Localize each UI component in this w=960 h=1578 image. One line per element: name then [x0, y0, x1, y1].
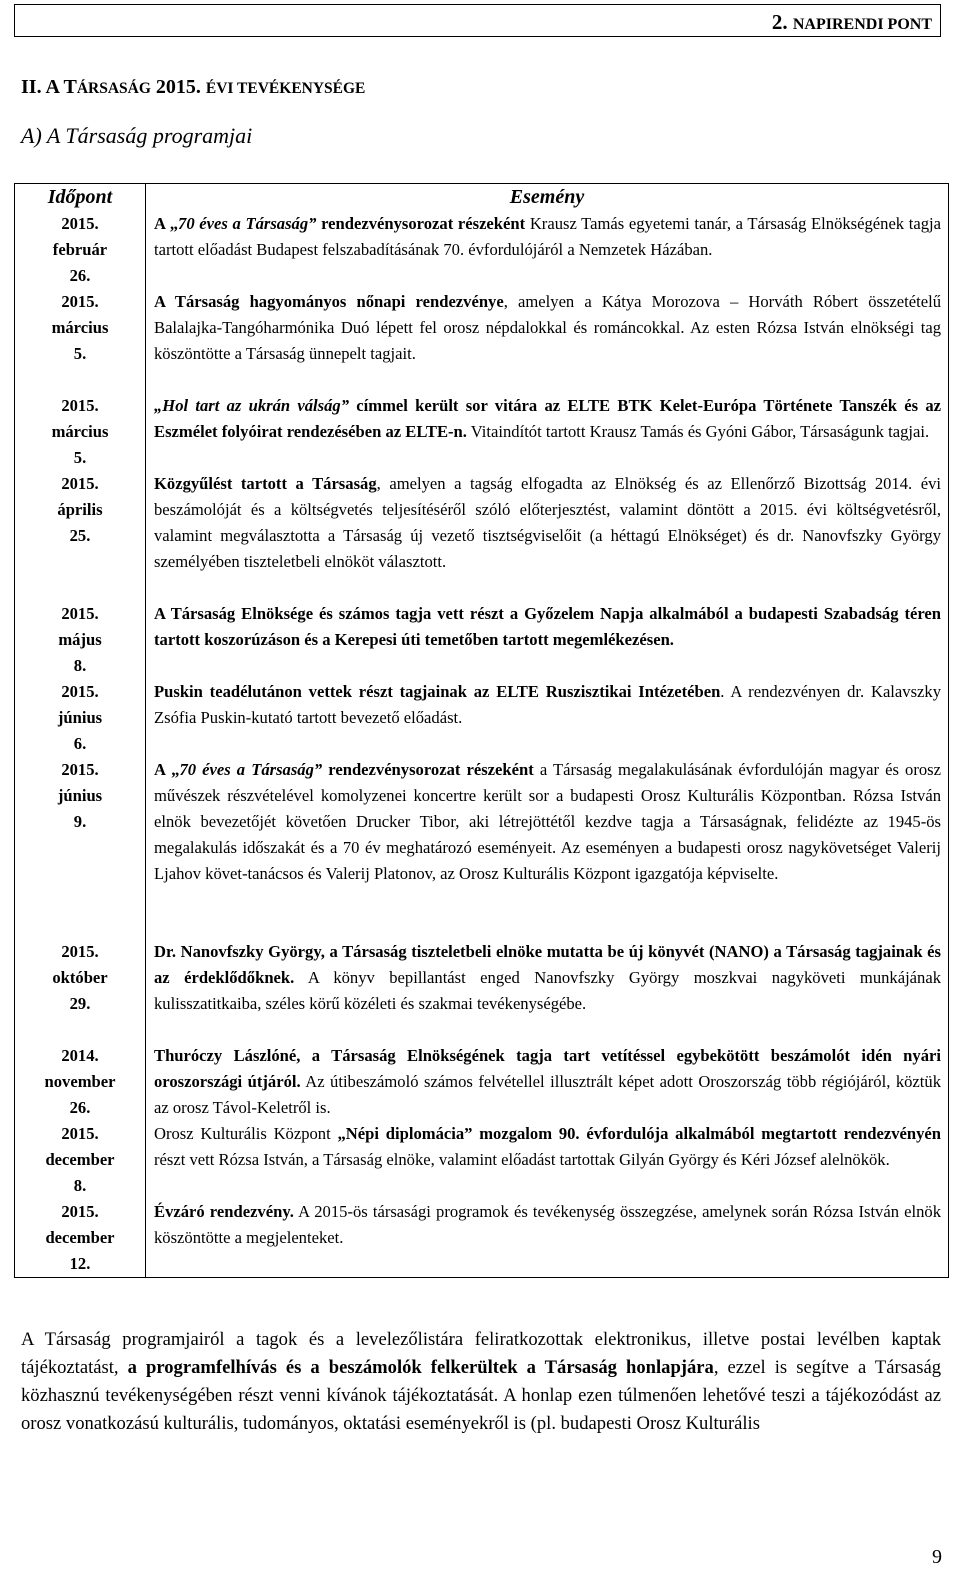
event-date	[15, 1121, 146, 1199]
table-header-row	[15, 184, 949, 212]
section-number: II.	[21, 76, 42, 98]
date-line: 5.	[73, 448, 87, 467]
table-row	[15, 289, 949, 393]
date-line: 2015.	[61, 1202, 99, 1221]
text-run: részt vett Rózsa István, a Társaság elnöke, valamint előadást tartottak Gilyán György és Kéri József alelnökök.	[154, 1150, 890, 1169]
event-description	[146, 1121, 949, 1199]
text-run: a programfelhívás és a beszámolók felkerültek a Társaság honlapjára	[127, 1357, 714, 1378]
table-row	[15, 601, 949, 679]
date-line: 2015.	[61, 292, 99, 311]
event-description	[146, 679, 949, 757]
table-row	[15, 939, 949, 1043]
date-line: 8.	[73, 1176, 87, 1195]
date-line: december	[45, 1228, 115, 1247]
footer-paragraph	[21, 1326, 941, 1438]
event-date	[15, 1199, 146, 1278]
event-date	[15, 601, 146, 679]
date-line: 9.	[73, 812, 87, 831]
date-line: december	[45, 1150, 115, 1169]
text-run: Közgyűlést tartott a Társaság	[154, 474, 377, 493]
table-row	[15, 1043, 949, 1121]
text-run: A könyv bepillantást enged Nanovfszky György moszkvai nagyköveti munkájának kulisszatitkaiba, széles körű közéleti és szakmai tevékenységébe.	[154, 968, 942, 1013]
text-run: Krausz Tamás egyetemi tanár, a Társaság Elnökségének tagja tartott előadást Budapest felszabadításának 70. évfordulójáról a Nemzetek Házában.	[154, 214, 942, 259]
date-line: 2015.	[61, 474, 99, 493]
column-header-event: Esemény	[146, 184, 949, 212]
text-run: Vitaindítót tartott Krausz Tamás és Gyóni Gábor, Társaságunk tagjai.	[466, 422, 930, 441]
table-row	[15, 679, 949, 757]
agenda-header-box	[14, 4, 941, 37]
event-description	[146, 757, 949, 939]
event-description	[146, 289, 949, 393]
date-line: június	[57, 708, 103, 727]
programs-table	[14, 183, 949, 1278]
date-line: március	[51, 318, 109, 337]
text-run: Dr. Nanovfszky György, a Társaság tiszteletbeli elnöke mutatta be új könyvét (NANO) a Társaság tagjainak és az érdeklődőknek.	[154, 942, 941, 987]
page-number: 9	[932, 1546, 942, 1568]
text-run: , amelyen a Kátya Morozova – Horváth Róbert összetételű Balalajka-Tangóharmónika Duó lépett fel orosz népdalokkal és románcokkal. Az esten Rózsa István elnökségi tag köszöntötte a Társaság ünnepelt tagjait.	[154, 292, 941, 363]
text-run: Az útibeszámoló számos felvétellel illusztrált képet adott Oroszország több régiójáról, köztük az orosz Távol-Keletről is.	[154, 1072, 942, 1117]
date-line: 26.	[69, 1098, 91, 1117]
table-row	[15, 1121, 949, 1199]
date-line: 25.	[69, 526, 91, 545]
text-run: 70 éves a Társaság”	[178, 214, 317, 233]
text-run: , ezzel is segítve a Társaság közhasznú tevékenységében részt venni kívánok tájékoztatását. A honlap ezen túlmenően lehetővé teszi a tájékozódást az orosz vonatkozású kulturális, tudományos, oktatási eseményekről is (pl. budapesti Orosz Kulturális	[21, 1357, 941, 1434]
text-run: A Társaság hagyományos nőnapi rendezvénye	[154, 292, 504, 311]
table-row	[15, 211, 949, 289]
event-description	[146, 393, 949, 471]
agenda-label: NAPIRENDI PONT	[792, 16, 932, 33]
text-run: , amelyen a tagság elfogadta az Elnökség és az Ellenőrző Bizottság 2014. évi beszámolóját és a költségvetés teljesítéséről szóló előterjesztést, valamint döntött a 2015. évi költségvetésről, valamint megválasztotta a Társaság új vezető tisztségviselőit (a héttagú Elnökséget) és dr. Nanovfszky György személyében tiszteletbeli elnököt választott.	[154, 474, 941, 571]
date-line: 2015.	[61, 604, 99, 623]
date-line: 2015.	[61, 1124, 99, 1143]
date-line: május	[58, 630, 102, 649]
date-line: november	[44, 1072, 116, 1091]
agenda-number: 2.	[771, 10, 788, 34]
text-run: A Társaság programjairól a tagok és a levelezőlistára feliratkozottak elektronikus, illetve postai levélben kaptak tájékoztatást,	[21, 1329, 941, 1378]
text-run: rendezvénysorozat részeként	[316, 214, 526, 233]
table-row	[15, 471, 949, 601]
text-run: Évzáró rendezvény.	[154, 1202, 294, 1221]
event-description	[146, 471, 949, 601]
text-run: „Népi diplomácia” mozgalom 90. évfordulója alkalmából megtartott rendezvényén	[337, 1124, 941, 1143]
text-run: „Hol tart az ukrán válság”	[154, 396, 350, 415]
event-description	[146, 601, 949, 679]
text-run: . A rendezvényen dr. Kalavszky Zsófia Puskin-kutató tartott bevezető előadást.	[154, 682, 941, 727]
date-line: 26.	[69, 266, 91, 285]
text-run: 70 éves a Társaság”	[179, 760, 323, 779]
section-title-part-d: ÉVI TEVÉKENYSÉGE	[205, 80, 366, 97]
event-date	[15, 757, 146, 939]
text-run: Orosz Kulturális Központ	[154, 1124, 338, 1143]
text-run: rendezvénysorozat részeként	[322, 760, 534, 779]
event-description	[146, 1199, 949, 1278]
text-run: Puskin teadélutánon vettek részt tagjainak az ELTE Ruszisztikai Intézetében	[154, 682, 721, 701]
date-line: 2015.	[61, 396, 99, 415]
date-line: 5.	[73, 344, 87, 363]
date-line: június	[57, 786, 103, 805]
date-line: április	[57, 500, 103, 519]
text-run: a Társaság megalakulásának évfordulóján magyar és orosz művészek részvételével komolyzenei koncertre került sor a budapesti Orosz Kulturális Központban. Rózsa István elnök bevezetőjét követően Drucker Tibor, aki létrejöttétől kezdve tagja a Társaságnak, felidézte az 1945-ös megalakulás időszakát és a 70 év meghatározó eseményeit. Az eseményen a budapesti orosz nagykövetséget Valerij Ljahov követ-tanácsos és Valerij Platonov, az Orosz Kulturális Központ igazgatója képviselte.	[154, 760, 941, 883]
table-row	[15, 393, 949, 471]
agenda-header	[772, 10, 932, 35]
event-date	[15, 1043, 146, 1121]
section-title-part-a: A T	[45, 76, 77, 98]
date-line: 29.	[69, 994, 91, 1013]
event-description	[146, 1043, 949, 1121]
event-date	[15, 211, 146, 289]
section-title-part-c: 2015.	[150, 76, 206, 98]
date-line: 2015.	[61, 942, 99, 961]
text-run: A „	[154, 214, 179, 233]
date-line: október	[52, 968, 108, 987]
event-description	[146, 211, 949, 289]
text-run: A Társaság Elnöksége és számos tagja vett részt a Győzelem Napja alkalmából a budapesti Szabadság téren tartott koszorúzáson és a Kerepesi úti temetőben tartott megemlékezésen.	[154, 604, 941, 649]
date-line: 6.	[73, 734, 87, 753]
text-run: A „	[154, 760, 180, 779]
table-row	[15, 1199, 949, 1278]
text-run: Thuróczy Lászlóné, a Társaság Elnökségének tagja tart vetítéssel egybekötött beszámolót idén nyári oroszországi útjáról.	[154, 1046, 941, 1091]
date-line: 2014.	[61, 1046, 99, 1065]
subsection-title: A) A Társaság programjai	[21, 123, 253, 148]
table-body	[15, 211, 949, 1278]
event-date	[15, 471, 146, 601]
date-line: 2015.	[61, 760, 99, 779]
table-row	[15, 757, 949, 939]
text-run: A 2015-ös társasági programok és tevékenység összegzése, amelynek során Rózsa István elnök köszöntötte a megjelenteket.	[154, 1202, 941, 1247]
event-description	[146, 939, 949, 1043]
date-line: március	[51, 422, 109, 441]
section-title	[21, 76, 365, 99]
column-header-date: Időpont	[15, 184, 146, 212]
event-date	[15, 679, 146, 757]
text-run: címmel került sor vitára az ELTE BTK Kelet-Európa Története Tanszék és az Eszmélet folyóirat rendezésében az ELTE-n.	[154, 396, 941, 441]
date-line: 2015.	[61, 214, 99, 233]
date-line: 8.	[73, 656, 87, 675]
event-date	[15, 393, 146, 471]
date-line: február	[52, 240, 108, 259]
event-date	[15, 939, 146, 1043]
event-date	[15, 289, 146, 393]
section-title-part-b: ÁRSASÁG	[76, 80, 151, 97]
date-line: 2015.	[61, 682, 99, 701]
date-line: 12.	[69, 1254, 91, 1273]
